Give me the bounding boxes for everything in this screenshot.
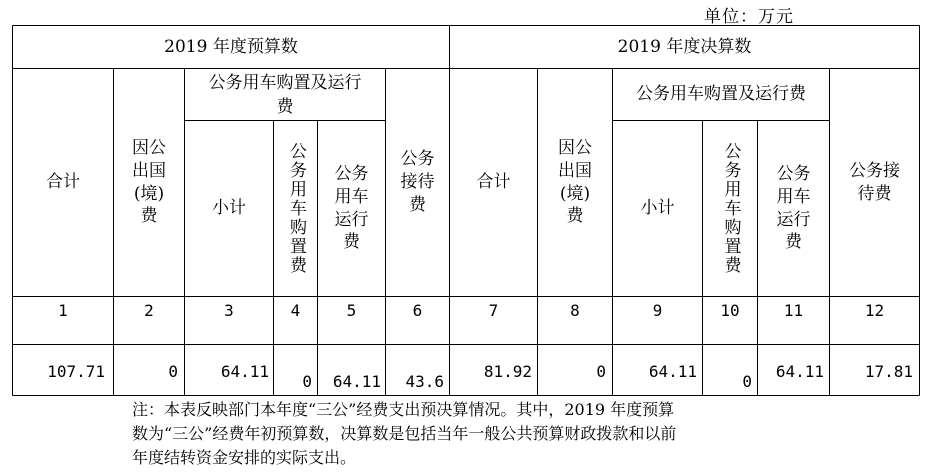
overseas-header-line: 出国 xyxy=(558,160,592,181)
column-number: 8 xyxy=(570,301,580,321)
budget-vehicle-purchase-value: 0 xyxy=(302,372,312,392)
vehicle-group-line: 公务用车购置及运行 xyxy=(208,72,362,93)
vehicle-operation-line: 用车 xyxy=(776,186,811,207)
final-total-header: 合计 xyxy=(476,172,511,193)
budget-vehicle-subtotal-value: 64.11 xyxy=(220,362,269,382)
footnote-line: 注：本表反映部门本年度“三公”经费支出预决算情况。其中，2019 年度预算 xyxy=(132,400,675,419)
vehicle-operation-line: 费 xyxy=(785,232,802,253)
reception-header-line: 接待 xyxy=(400,172,435,193)
column-number: 1 xyxy=(58,301,68,321)
reception-header-line: 费 xyxy=(409,194,426,215)
column-number: 5 xyxy=(346,301,357,321)
vehicle-operation-line: 公务 xyxy=(334,163,369,184)
overseas-header-line: 费 xyxy=(140,206,158,227)
final-vehicle-operation-value: 64.11 xyxy=(775,362,824,382)
final-overseas-header xyxy=(538,69,612,296)
column-number: 10 xyxy=(720,301,740,321)
overseas-header-line: 费 xyxy=(566,206,584,227)
vehicle-operation-line: 运行 xyxy=(334,209,369,230)
column-number: 12 xyxy=(864,301,885,321)
table-footnote xyxy=(132,398,812,470)
final-reception-header xyxy=(830,69,919,296)
budget-vehicle-operation-header xyxy=(318,121,385,296)
final-vehicle-operation-header xyxy=(758,121,829,296)
vehicle-operation-line: 费 xyxy=(343,232,360,253)
budget-reception-value: 43.6 xyxy=(405,372,444,392)
overseas-header-line: 出国 xyxy=(132,160,166,181)
reception-header-line: 公务 xyxy=(400,149,435,170)
budget-group-header: 2019 年度预算数 xyxy=(164,36,298,57)
final-total-value: 81.92 xyxy=(483,362,532,382)
footnote-line: 年度结转资金安排的实际支出。 xyxy=(132,448,357,467)
reception-header-line: 公务接 xyxy=(849,160,900,181)
column-number: 9 xyxy=(652,301,663,321)
budget-total-header: 合计 xyxy=(46,172,80,193)
budget-vehicle-operation-value: 64.11 xyxy=(332,372,381,392)
column-number: 4 xyxy=(290,301,301,321)
footnote-line: 数为“三公”经费年初预算数，决算数是包括当年一般公共预算财政拨款和以前 xyxy=(132,424,677,443)
budget-total-value: 107.71 xyxy=(47,362,105,382)
reception-header-line: 待费 xyxy=(857,183,892,204)
final-vehicle-group-header: 公务用车购置及运行费 xyxy=(636,84,806,105)
overseas-header-line: (境) xyxy=(133,183,165,204)
column-number: 6 xyxy=(412,301,423,321)
overseas-header-line: 因公 xyxy=(132,137,166,158)
unit-label: 单位：万元 xyxy=(704,7,794,27)
column-number: 3 xyxy=(224,301,234,321)
column-number: 11 xyxy=(783,301,804,321)
budget-subtotal-header: 小计 xyxy=(212,198,246,219)
budget-overseas-header xyxy=(114,69,184,296)
budget-vehicle-group-header xyxy=(185,69,385,120)
final-vehicle-subtotal-value: 64.11 xyxy=(648,362,697,382)
overseas-header-line: (境) xyxy=(559,183,591,204)
budget-vehicle-purchase-header: 公务用车购置费 xyxy=(285,142,306,275)
final-reception-value: 17.81 xyxy=(864,362,913,382)
vehicle-operation-line: 运行 xyxy=(776,209,811,230)
column-number: 2 xyxy=(144,301,154,321)
final-overseas-value: 0 xyxy=(596,362,606,382)
final-vehicle-purchase-header: 公务用车购置费 xyxy=(720,142,741,275)
column-number: 7 xyxy=(488,301,499,321)
final-vehicle-purchase-value: 0 xyxy=(742,372,752,392)
final-subtotal-header: 小计 xyxy=(640,198,675,219)
vehicle-operation-line: 公务 xyxy=(776,163,811,184)
budget-reception-header xyxy=(386,69,449,296)
budget-overseas-value: 0 xyxy=(168,362,178,382)
vehicle-operation-line: 用车 xyxy=(334,186,369,207)
final-group-header: 2019 年度决算数 xyxy=(617,36,752,57)
vehicle-group-line: 费 xyxy=(276,96,294,117)
overseas-header-line: 因公 xyxy=(558,137,592,158)
